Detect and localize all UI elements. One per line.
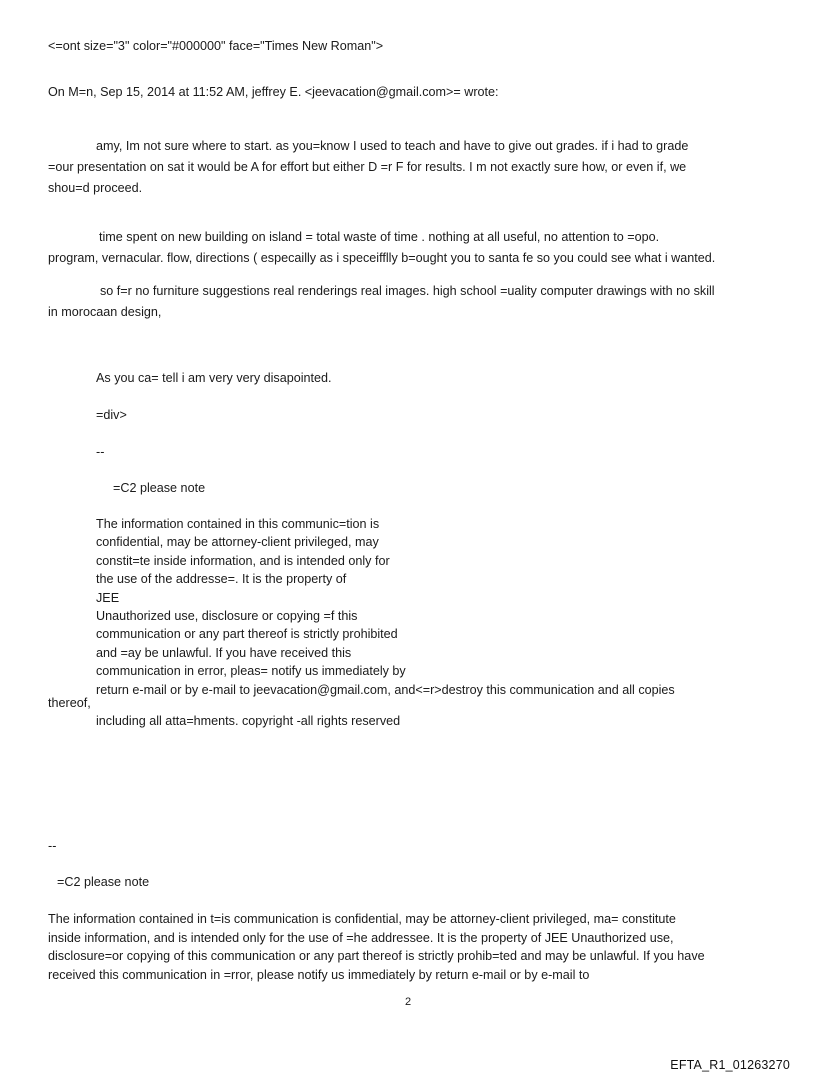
disclaimer-line: inside information, and is intended only for the use of =he addressee. It is the property of JEE Unauthorized use, xyxy=(48,930,674,945)
paragraph-line: shou=d proceed. xyxy=(48,181,143,195)
paragraph-furniture xyxy=(48,281,715,323)
disclaimer-line: received this communication in =rror, please notify us immediately by return e-mail or by e-mail to xyxy=(48,967,590,982)
paragraph-grades xyxy=(48,136,688,199)
disclaimer-line: constit=te inside information, and is intended only for xyxy=(96,553,390,568)
disclaimer-line: return e-mail or by e-mail to jeevacation@gmail.com, and<=r>destroy this communication and all copies xyxy=(96,682,675,697)
disclaimer-line: The information contained in this communic=tion is xyxy=(96,517,380,531)
disclaimer-line: the use of the addresse=. It is the property of xyxy=(96,572,347,587)
div-artifact-line: =div> xyxy=(96,408,127,422)
disclaimer-line: The information contained in t=is communication is confidential, may be attorney-client privileged, ma= constitute xyxy=(48,912,676,926)
confidentiality-disclaimer-indented xyxy=(96,515,675,699)
paragraph-line: time spent on new building on island = total waste of time . nothing at all useful, no attention to =opo. xyxy=(99,230,660,244)
confidentiality-disclaimer xyxy=(48,910,705,984)
paragraph-building xyxy=(48,227,715,269)
paragraph-line: =our presentation on sat it would be A for effort but either D =r F for results. I m not exactly sure how, or even if, we xyxy=(48,160,687,174)
disclaimer-line: and =ay be unlawful. If you have received this xyxy=(96,645,352,660)
disclaimer-last-line: including all atta=hments. copyright -all rights reserved xyxy=(96,714,401,728)
disclaimer-line: disclosure=or copying of this communication or any part thereof is strictly prohib=ted and may be unlawful. If you have xyxy=(48,949,705,963)
paragraph-line: in morocaan design, xyxy=(48,305,162,319)
paragraph-line: program, vernacular. flow, directions ( especailly as i speceifflly b=ought you to santa fe so you could see what i wanted. xyxy=(48,251,716,265)
paragraph-line: amy, Im not sure where to start. as you=know I used to teach and have to give out grades. if i had to grade xyxy=(96,139,689,153)
disclaimer-line: communication in error, pleas= notify us immediately by xyxy=(96,664,406,679)
paragraph-line: so f=r no furniture suggestions real renderings real images. high school =uality computer drawings with no skill xyxy=(100,284,715,298)
page-number: 2 xyxy=(404,996,412,1008)
quoted-email-header: On M=n, Sep 15, 2014 at 11:52 AM, jeffrey E. <jeevacation@gmail.com>= wrote: xyxy=(48,85,499,99)
bates-number: EFTA_R1_01263270 xyxy=(670,1058,790,1072)
signature-separator: -- xyxy=(48,839,57,853)
disclaimer-line: communication or any part thereof is strictly prohibited xyxy=(96,627,398,642)
disclaimer-line: Unauthorized use, disclosure or copying =f this xyxy=(96,609,358,624)
disappointed-line: As you ca= tell i am very very disapointed. xyxy=(96,371,332,385)
disclaimer-line: JEE xyxy=(96,590,120,605)
disclaimer-line: confidential, may be attorney-client privileged, may xyxy=(96,535,379,550)
please-note-heading: =C2 please note xyxy=(57,875,150,889)
signature-separator: -- xyxy=(96,445,105,459)
disclaimer-overflow-line: thereof, xyxy=(48,696,91,710)
please-note-heading: =C2 please note xyxy=(113,481,206,495)
html-font-tag-line: <=ont size="3" color="#000000" face="Times New Roman"> xyxy=(48,39,384,53)
